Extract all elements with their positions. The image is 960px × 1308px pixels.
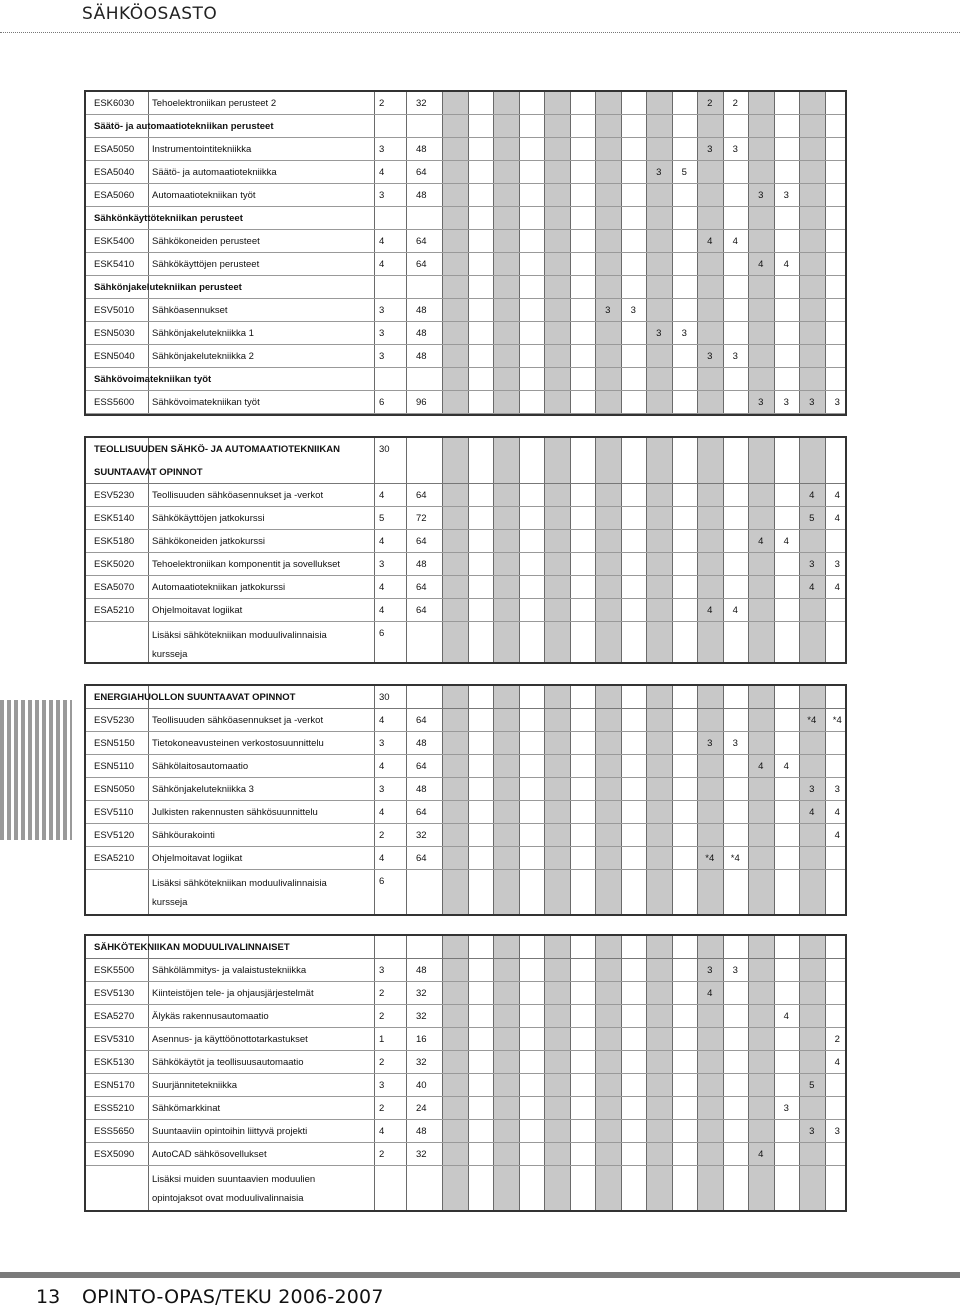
course-credits: 2 — [379, 1103, 385, 1114]
period-hours-mark: 4 — [732, 236, 738, 247]
subheading-text: Sähkönkäyttötekniikan perusteet — [94, 213, 243, 224]
course-row — [86, 230, 845, 253]
course-code: ESN5030 — [94, 328, 135, 339]
period-hours-mark: 2 — [834, 1034, 840, 1045]
course-credits: 4 — [379, 1126, 385, 1137]
course-row — [86, 484, 845, 507]
course-hours: 64 — [416, 490, 427, 501]
section-heading-text: ENERGIAHUOLLON SUUNTAAVAT OPINNOT — [94, 692, 296, 703]
period-hours-mark: 4 — [758, 536, 764, 547]
course-row — [86, 391, 845, 414]
course-hours: 48 — [416, 351, 427, 362]
course-row — [86, 732, 845, 755]
period-hours-mark: 3 — [783, 190, 789, 201]
course-name: Tehoelektroniikan perusteet 2 — [152, 98, 277, 109]
subheading-row — [86, 115, 845, 138]
course-row — [86, 801, 845, 824]
course-row — [86, 92, 845, 115]
period-hours-mark: 4 — [707, 988, 713, 999]
course-code: ESA5210 — [94, 605, 135, 616]
period-hours-mark: 4 — [834, 807, 840, 818]
course-code: ESV5010 — [94, 305, 135, 316]
period-hours-mark: 4 — [783, 761, 789, 772]
subheading-row — [86, 276, 845, 299]
course-credits: 4 — [379, 582, 385, 593]
course-credits: 2 — [379, 988, 385, 999]
course-name: Sähkömarkkinat — [152, 1103, 221, 1114]
course-name: Suurjännitetekniikka — [152, 1080, 238, 1091]
period-hours-mark: 4 — [707, 605, 713, 616]
course-name: Sähkönjakelutekniikka 2 — [152, 351, 254, 362]
table-section — [84, 436, 847, 664]
row-divider — [86, 413, 845, 414]
course-hours: 40 — [416, 1080, 427, 1091]
period-hours-mark: 4 — [834, 490, 840, 501]
page-header-title: SÄHKÖOSASTO — [82, 4, 218, 24]
course-credits: 3 — [379, 559, 385, 570]
course-name: Sähkökäytöt ja teollisuusautomaatio — [152, 1057, 304, 1068]
course-credits: 2 — [379, 1011, 385, 1022]
course-credits: 4 — [379, 807, 385, 818]
period-hours-mark: 3 — [783, 397, 789, 408]
course-name: Ohjelmoitavat logiikat — [152, 853, 243, 864]
course-hours: 64 — [416, 536, 427, 547]
course-credits: 4 — [379, 761, 385, 772]
course-row — [86, 1028, 845, 1051]
extra-courses-text: Lisäksi sähkötekniikan moduulivalinnaisia — [152, 878, 327, 889]
course-row — [86, 345, 845, 368]
course-credits: 2 — [379, 1057, 385, 1068]
period-hours-mark: 3 — [681, 328, 687, 339]
course-code: ESK5180 — [94, 536, 135, 547]
extra-courses-text: kursseja — [152, 897, 188, 908]
period-hours-mark: 4 — [809, 582, 815, 593]
table-section — [84, 934, 847, 1212]
course-credits: 6 — [379, 397, 385, 408]
course-credits: 3 — [379, 965, 385, 976]
course-row — [86, 530, 845, 553]
course-name: Sähköasennukset — [152, 305, 228, 316]
subheading-row — [86, 207, 845, 230]
course-hours: 32 — [416, 1011, 427, 1022]
course-credits: 1 — [379, 1034, 385, 1045]
course-name: Automaatiotekniikan työt — [152, 190, 256, 201]
course-credits: 3 — [379, 190, 385, 201]
course-code: ESN5150 — [94, 738, 135, 749]
period-hours-mark: 3 — [707, 144, 713, 155]
course-name: Automaatiotekniikan jatkokurssi — [152, 582, 286, 593]
course-row — [86, 778, 845, 801]
course-row — [86, 299, 845, 322]
course-hours: 32 — [416, 98, 427, 109]
section-heading-row — [86, 438, 845, 484]
course-row — [86, 755, 845, 778]
course-row — [86, 553, 845, 576]
section-heading-row — [86, 686, 845, 709]
course-code: ESA5050 — [94, 144, 135, 155]
course-name: Ohjelmoitavat logiikat — [152, 605, 243, 616]
course-code: ESA5210 — [94, 853, 135, 864]
course-hours: 64 — [416, 761, 427, 772]
course-name: Sähkökoneiden perusteet — [152, 236, 260, 247]
extra-courses-credits: 6 — [379, 628, 385, 639]
subheading-text: Säätö- ja automaatiotekniikan perusteet — [94, 121, 274, 132]
course-name: Instrumentointitekniikka — [152, 144, 252, 155]
period-hours-mark: 4 — [834, 582, 840, 593]
course-hours: 32 — [416, 988, 427, 999]
course-hours: 48 — [416, 144, 427, 155]
course-name: Sähkönjakelutekniikka 3 — [152, 784, 254, 795]
period-hours-mark: 3 — [783, 1103, 789, 1114]
table-section — [84, 684, 847, 916]
course-hours: 32 — [416, 1057, 427, 1068]
course-hours: 64 — [416, 715, 427, 726]
course-row — [86, 1097, 845, 1120]
course-code: ESX5090 — [94, 1149, 135, 1160]
period-hours-mark: 3 — [732, 738, 738, 749]
period-hours-mark: 4 — [809, 807, 815, 818]
period-hours-mark: 3 — [605, 305, 611, 316]
course-row — [86, 824, 845, 847]
course-row — [86, 1051, 845, 1074]
period-hours-mark: 3 — [630, 305, 636, 316]
course-row — [86, 184, 845, 207]
course-row — [86, 1120, 845, 1143]
section-heading-text: SÄHKÖTEKNIIKAN MODUULIVALINNAISET — [94, 942, 290, 953]
course-name: Tehoelektroniikan komponentit ja sovellukset — [152, 559, 340, 570]
course-name: Sähkökäyttöjen jatkokurssi — [152, 513, 265, 524]
course-hours: 64 — [416, 853, 427, 864]
course-row — [86, 599, 845, 622]
subheading-text: Sähkövoimatekniikan työt — [94, 374, 212, 385]
footer-bar — [0, 1272, 960, 1278]
course-code: ESK5400 — [94, 236, 135, 247]
period-hours-mark: 3 — [707, 965, 713, 976]
course-hours: 64 — [416, 236, 427, 247]
course-hours: 64 — [416, 167, 427, 178]
section-credit-total: 30 — [379, 444, 390, 455]
course-hours: 32 — [416, 830, 427, 841]
course-row — [86, 322, 845, 345]
course-credits: 4 — [379, 236, 385, 247]
course-hours: 64 — [416, 605, 427, 616]
period-hours-mark: 3 — [732, 351, 738, 362]
course-hours: 48 — [416, 784, 427, 795]
course-code: ESN5110 — [94, 761, 134, 772]
course-credits: 3 — [379, 738, 385, 749]
course-credits: 4 — [379, 605, 385, 616]
course-code: ESK5500 — [94, 965, 135, 976]
course-name: Sähköurakointi — [152, 830, 215, 841]
period-hours-mark: 3 — [809, 784, 815, 795]
course-credits: 3 — [379, 144, 385, 155]
course-name: AutoCAD sähkösovellukset — [152, 1149, 267, 1160]
side-tab-marker — [0, 700, 72, 840]
course-code: ESA5270 — [94, 1011, 135, 1022]
section-credit-total: 30 — [379, 692, 390, 703]
course-code: ESV5130 — [94, 988, 135, 999]
course-credits: 4 — [379, 259, 385, 270]
course-hours: 48 — [416, 328, 427, 339]
period-hours-mark: 4 — [758, 1149, 764, 1160]
course-name: Säätö- ja automaatiotekniikka — [152, 167, 277, 178]
period-hours-mark: 4 — [707, 236, 713, 247]
period-hours-mark: *4 — [807, 715, 817, 726]
section-heading-row — [86, 936, 845, 959]
course-row — [86, 982, 845, 1005]
period-hours-mark: 3 — [758, 397, 764, 408]
course-credits: 4 — [379, 853, 385, 864]
course-hours: 24 — [416, 1103, 427, 1114]
course-code: ESA5070 — [94, 582, 135, 593]
course-name: Suuntaaviin opintoihin liittyvä projekti — [152, 1126, 308, 1137]
course-code: ESA5040 — [94, 167, 135, 178]
course-code: ESN5170 — [94, 1080, 135, 1091]
period-hours-mark: 2 — [707, 98, 713, 109]
page-number: 13 — [36, 1286, 61, 1308]
course-credits: 4 — [379, 490, 385, 501]
course-code: ESV5310 — [94, 1034, 135, 1045]
period-hours-mark: 3 — [656, 167, 662, 178]
course-name: Sähkökoneiden jatkokurssi — [152, 536, 266, 547]
course-code: ESS5210 — [94, 1103, 135, 1114]
course-name: Sähkölaitosautomaatio — [152, 761, 249, 772]
course-hours: 48 — [416, 190, 427, 201]
period-hours-mark: 2 — [732, 98, 738, 109]
course-hours: 32 — [416, 1149, 427, 1160]
course-row — [86, 253, 845, 276]
course-row — [86, 138, 845, 161]
course-row — [86, 507, 845, 530]
course-credits: 2 — [379, 830, 385, 841]
period-hours-mark: *4 — [730, 853, 740, 864]
period-hours-mark: 3 — [834, 784, 840, 795]
extra-courses-credits: 6 — [379, 876, 385, 887]
course-code: ESV5110 — [94, 807, 134, 818]
period-hours-mark: 3 — [707, 738, 713, 749]
period-hours-mark: 4 — [758, 259, 764, 270]
course-code: ESN5050 — [94, 784, 135, 795]
extra-courses-text: kursseja — [152, 649, 188, 660]
period-hours-mark: 4 — [783, 259, 789, 270]
period-hours-mark: 5 — [809, 513, 815, 524]
course-row — [86, 161, 845, 184]
period-hours-mark: 4 — [783, 536, 789, 547]
course-credits: 4 — [379, 715, 385, 726]
course-credits: 3 — [379, 305, 385, 316]
course-name: Teollisuuden sähköasennukset ja -verkot — [152, 715, 324, 726]
course-hours: 48 — [416, 738, 427, 749]
course-name: Teollisuuden sähköasennukset ja -verkot — [152, 490, 324, 501]
course-name: Sähkönjakelutekniikka 1 — [152, 328, 254, 339]
course-code: ESA5060 — [94, 190, 135, 201]
course-credits: 3 — [379, 328, 385, 339]
subheading-row — [86, 368, 845, 391]
extra-courses-row — [86, 870, 845, 916]
period-hours-mark: 3 — [707, 351, 713, 362]
course-row — [86, 847, 845, 870]
period-hours-mark: 3 — [656, 328, 662, 339]
course-hours: 72 — [416, 513, 427, 524]
course-row — [86, 1005, 845, 1028]
course-credits: 2 — [379, 1149, 385, 1160]
course-code: ESK5020 — [94, 559, 135, 570]
period-hours-mark: *4 — [832, 715, 842, 726]
period-hours-mark: 3 — [732, 965, 738, 976]
period-hours-mark: *4 — [705, 853, 715, 864]
course-credits: 5 — [379, 513, 385, 524]
course-hours: 48 — [416, 305, 427, 316]
period-hours-mark: 3 — [834, 397, 840, 408]
course-hours: 96 — [416, 397, 427, 408]
course-code: ESK5130 — [94, 1057, 135, 1068]
period-hours-mark: 5 — [681, 167, 687, 178]
course-name: Sähkölämmitys- ja valaistustekniikka — [152, 965, 307, 976]
course-code: ESK5140 — [94, 513, 135, 524]
period-hours-mark: 3 — [834, 559, 840, 570]
course-code: ESV5120 — [94, 830, 135, 841]
period-hours-mark: 4 — [732, 605, 738, 616]
course-name: Asennus- ja käyttöönottotarkastukset — [152, 1034, 308, 1045]
extra-courses-text: Lisäksi muiden suuntaavien moduulien — [152, 1174, 316, 1185]
course-name: Sähkövoimatekniikan työt — [152, 397, 260, 408]
subheading-text: Sähkönjakelutekniikan perusteet — [94, 282, 242, 293]
course-name: Älykäs rakennusautomaatio — [152, 1011, 269, 1022]
course-hours: 48 — [416, 559, 427, 570]
extra-courses-row — [86, 1166, 845, 1212]
course-row — [86, 1143, 845, 1166]
course-row — [86, 576, 845, 599]
period-hours-mark: 3 — [809, 1126, 815, 1137]
period-hours-mark: 3 — [809, 397, 815, 408]
period-hours-mark: 3 — [758, 190, 764, 201]
course-credits: 3 — [379, 1080, 385, 1091]
extra-courses-row — [86, 622, 845, 664]
course-code: ESK5410 — [94, 259, 135, 270]
course-name: Kiinteistöjen tele- ja ohjausjärjestelmät — [152, 988, 314, 999]
period-hours-mark: 3 — [732, 144, 738, 155]
course-row — [86, 1074, 845, 1097]
course-code: ESV5230 — [94, 715, 135, 726]
section-heading-text: TEOLLISUUDEN SÄHKÖ- JA AUTOMAATIOTEKNIIKAN — [94, 444, 340, 455]
course-row — [86, 709, 845, 732]
course-hours: 64 — [416, 259, 427, 270]
period-hours-mark: 4 — [809, 490, 815, 501]
period-hours-mark: 5 — [809, 1080, 815, 1091]
course-row — [86, 959, 845, 982]
course-code: ESS5600 — [94, 397, 135, 408]
course-hours: 64 — [416, 582, 427, 593]
course-hours: 48 — [416, 965, 427, 976]
publication-title: OPINTO-OPAS/TEKU 2006-2007 — [82, 1286, 384, 1308]
course-name: Sähkökäyttöjen perusteet — [152, 259, 260, 270]
course-hours: 16 — [416, 1034, 427, 1045]
table-section — [84, 90, 847, 416]
period-hours-mark: 4 — [758, 761, 764, 772]
extra-courses-text: opintojaksot ovat moduulivalinnaisia — [152, 1193, 304, 1204]
period-hours-mark: 4 — [783, 1011, 789, 1022]
course-name: Julkisten rakennusten sähkösuunnittelu — [152, 807, 318, 818]
course-code: ESN5040 — [94, 351, 135, 362]
period-hours-mark: 4 — [834, 513, 840, 524]
course-code: ESV5230 — [94, 490, 135, 501]
period-hours-mark: 3 — [809, 559, 815, 570]
course-credits: 3 — [379, 351, 385, 362]
course-hours: 48 — [416, 1126, 427, 1137]
course-credits: 3 — [379, 784, 385, 795]
course-credits: 2 — [379, 98, 385, 109]
extra-courses-text: Lisäksi sähkötekniikan moduulivalinnaisia — [152, 630, 327, 641]
course-hours: 64 — [416, 807, 427, 818]
section-heading-text: SUUNTAAVAT OPINNOT — [94, 467, 203, 478]
period-hours-mark: 4 — [834, 1057, 840, 1068]
course-code: ESS5650 — [94, 1126, 135, 1137]
course-credits: 4 — [379, 167, 385, 178]
period-hours-mark: 3 — [834, 1126, 840, 1137]
period-hours-mark: 4 — [834, 830, 840, 841]
course-code: ESK6030 — [94, 98, 135, 109]
course-credits: 4 — [379, 536, 385, 547]
course-name: Tietokoneavusteinen verkostosuunnittelu — [152, 738, 324, 749]
